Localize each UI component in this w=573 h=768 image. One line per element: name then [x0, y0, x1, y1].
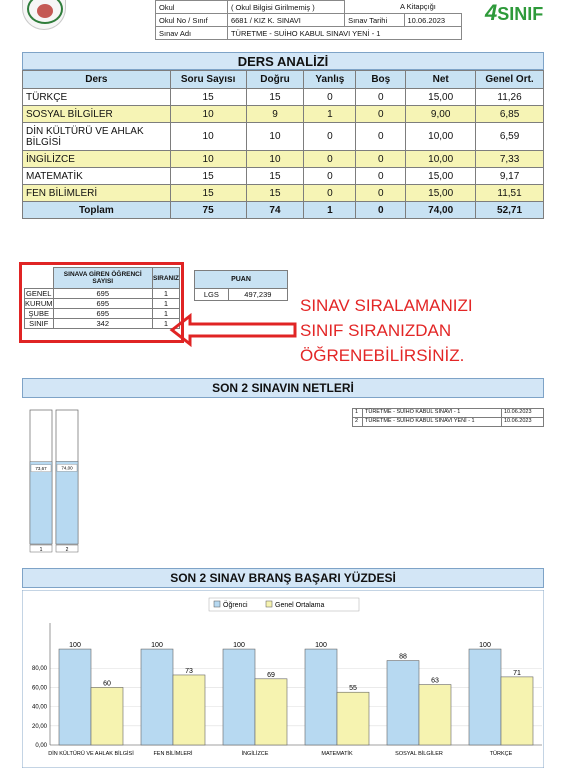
- table-cell: 15: [170, 168, 246, 185]
- table-cell: Toplam: [23, 202, 171, 219]
- branch-bar: [469, 649, 501, 745]
- table-row: [23, 168, 544, 185]
- table-cell: TÜRETME - SUİHO KABUL SINAVI - 1: [363, 409, 502, 418]
- data-label: 100: [315, 642, 327, 650]
- x-tick-label: MATEMATİK: [321, 751, 353, 757]
- brand-text: SINIF: [497, 4, 544, 24]
- note-line-1: SINAV SIRALAMANIZI: [300, 296, 473, 315]
- data-label: 88: [399, 653, 407, 661]
- ders-col-header: Net: [406, 71, 476, 89]
- table-cell: 74,00: [406, 202, 476, 219]
- table-cell: 15,00: [406, 89, 476, 106]
- note-line-2: SINIF SIRANIZDAN: [300, 321, 452, 340]
- table-row: [23, 106, 544, 123]
- table-cell: 0: [304, 168, 356, 185]
- table-cell: 1: [353, 409, 363, 418]
- kitapcik: A Kitapçığı: [400, 2, 436, 11]
- table-row: [25, 289, 180, 299]
- y-tick-label: 0,00: [35, 743, 47, 749]
- y-tick-label: 80,00: [31, 666, 47, 673]
- y-tick-label: 40,00: [31, 704, 47, 711]
- table-cell: 10.06.2023: [502, 418, 544, 427]
- table-cell: 10,00: [406, 123, 476, 151]
- table-cell: 10: [170, 106, 246, 123]
- table-cell: 2: [353, 418, 363, 427]
- table-cell: 15: [246, 89, 304, 106]
- tick-label: 2: [65, 547, 69, 553]
- table-cell: 1: [304, 202, 356, 219]
- branch-bar: [223, 649, 255, 745]
- ders-col-header: Doğru: [246, 71, 304, 89]
- x-tick-label: TÜRKÇE: [489, 751, 513, 757]
- x-tick-label: DİN KÜLTÜRÜ VE AHLAK BİLGİSİ: [48, 751, 134, 757]
- ranking-col-rank: SIRANIZ: [153, 268, 180, 289]
- data-label: 60: [103, 680, 111, 688]
- branch-bar: [255, 679, 287, 745]
- branch-bar: [173, 675, 205, 745]
- value-label: 74,00: [61, 465, 73, 471]
- table-cell: KURUM: [25, 299, 53, 308]
- table-cell: 15: [170, 89, 246, 106]
- net-bar: [30, 462, 52, 544]
- table-cell: 695: [53, 289, 153, 299]
- table-cell: 1: [153, 289, 180, 299]
- branch-bar: [501, 677, 533, 745]
- total-row: [23, 202, 544, 219]
- ders-col-header: Boş: [356, 71, 406, 89]
- table-cell: 74: [246, 202, 304, 219]
- table-cell: 52,71: [476, 202, 544, 219]
- net-bar: [56, 461, 78, 544]
- table-cell: ŞUBE: [25, 309, 54, 319]
- tarih-value: 10.06.2023: [404, 14, 462, 27]
- table-row: [25, 319, 180, 329]
- branch-chart: [22, 590, 544, 768]
- table-cell: 342: [53, 319, 153, 329]
- table-cell: TÜRETME - SUİHO KABUL SINAVI YENİ - 1: [363, 418, 502, 427]
- data-label: 100: [69, 642, 81, 650]
- okul-label: Okul: [156, 1, 228, 14]
- table-cell: MATEMATİK: [23, 168, 171, 185]
- table-cell: 0: [304, 185, 356, 202]
- table-cell: 15: [170, 185, 246, 202]
- table-cell: 15,00: [406, 168, 476, 185]
- table-cell: 15: [246, 185, 304, 202]
- table-row: [25, 299, 180, 309]
- table-cell: FEN BİLİMLERİ: [23, 185, 171, 202]
- table-cell: 1: [153, 299, 180, 309]
- ders-analizi-title: DERS ANALİZİ: [22, 52, 544, 70]
- table-cell: 0: [356, 89, 406, 106]
- legend-swatch: [266, 601, 272, 607]
- data-label: 71: [513, 669, 521, 677]
- table-row: [353, 418, 544, 427]
- adi-label: Sınav Adı: [156, 27, 228, 40]
- table-cell: 0: [356, 202, 406, 219]
- data-label: 73: [185, 667, 193, 675]
- table-cell: 0: [304, 123, 356, 151]
- branch-bar: [91, 687, 123, 745]
- table-row: [23, 151, 544, 168]
- table-cell: TÜRKÇE: [23, 89, 171, 106]
- x-tick-label: İNGİLİZCE: [241, 751, 269, 757]
- x-tick-label: FEN BİLİMLERİ: [153, 751, 193, 757]
- table-cell: 0: [356, 123, 406, 151]
- branch-bar: [419, 685, 451, 745]
- branch-bar: [59, 649, 91, 745]
- y-tick-label: 60,00: [31, 685, 47, 692]
- okulno-label: Okul No / Sınıf: [156, 14, 228, 27]
- ranking-table: [24, 267, 180, 329]
- branch-bar: [141, 649, 173, 745]
- x-tick-label: SOSYAL BİLGİLER: [395, 751, 443, 757]
- okul-value: ( Okul Bilgisi Girilmemiş ): [227, 1, 344, 14]
- net-chart: [29, 408, 81, 553]
- data-label: 100: [479, 642, 491, 650]
- table-cell: SOSYAL BİLGİLER: [23, 106, 171, 123]
- y-tick-label: 20,00: [31, 723, 47, 730]
- branch-bar: [305, 649, 337, 745]
- table-cell: 9,00: [406, 106, 476, 123]
- table-cell: 695: [53, 299, 153, 309]
- ranking-col-students: SINAVA GİREN ÖĞRENCİ SAYISI: [53, 268, 153, 289]
- table-cell: İNGİLİZCE: [23, 151, 171, 168]
- table-row: [23, 185, 544, 202]
- table-cell: 6,85: [476, 106, 544, 123]
- table-cell: 9,17: [476, 168, 544, 185]
- ders-col-header: Yanlış: [304, 71, 356, 89]
- table-cell: 10: [246, 123, 304, 151]
- data-label: 100: [151, 642, 163, 650]
- table-cell: 0: [356, 185, 406, 202]
- table-cell: 0: [356, 151, 406, 168]
- last-exams-table: [352, 408, 544, 427]
- table-row: [353, 409, 544, 418]
- table-row: [23, 89, 544, 106]
- table-cell: 1: [153, 309, 180, 319]
- table-cell: 15: [246, 168, 304, 185]
- table-cell: 10: [170, 151, 246, 168]
- table-cell: 0: [356, 168, 406, 185]
- table-cell: 1: [304, 106, 356, 123]
- branch-bar: [337, 692, 369, 745]
- table-row: [23, 123, 544, 151]
- table-cell: GENEL: [26, 289, 52, 298]
- okulno-value: 6681 / KIZ K. SINAVI: [227, 14, 344, 27]
- son2-title: SON 2 SINAVIN NETLERİ: [22, 378, 544, 398]
- branch-bar: [387, 661, 419, 745]
- puan-table: [194, 270, 288, 301]
- data-label: 100: [233, 642, 245, 650]
- branch-title: SON 2 SINAV BRANŞ BAŞARI YÜZDESİ: [22, 568, 544, 588]
- table-cell: 10.06.2023: [502, 409, 544, 418]
- table-cell: 9: [246, 106, 304, 123]
- data-label: 63: [431, 677, 439, 685]
- annotation-note: [300, 293, 473, 368]
- table-cell: 75: [170, 202, 246, 219]
- puan-value: 497,239: [228, 289, 287, 301]
- legend-swatch: [214, 601, 220, 607]
- value-label: 73,67: [35, 466, 47, 472]
- tarih-label: Sınav Tarihi: [345, 14, 404, 27]
- puan-title: PUAN: [195, 271, 288, 289]
- ders-col-header: Ders: [23, 71, 171, 89]
- table-row: [25, 309, 180, 319]
- data-label: 55: [349, 685, 357, 693]
- chart-legend: [209, 598, 359, 611]
- arrow-icon: [160, 312, 300, 352]
- table-cell: 7,33: [476, 151, 544, 168]
- table-cell: 695: [53, 309, 153, 319]
- table-cell: 0: [304, 151, 356, 168]
- adi-value: TÜRETME - SUİHO KABUL SINAVI YENİ - 1: [227, 27, 461, 40]
- brand-logo: [485, 0, 549, 25]
- tick-label: 1: [39, 547, 43, 553]
- legend-label: Öğrenci: [223, 602, 248, 609]
- table-cell: 6,59: [476, 123, 544, 151]
- legend-label: Genel Ortalama: [275, 602, 325, 609]
- table-cell: 10,00: [406, 151, 476, 168]
- data-label: 69: [267, 671, 275, 679]
- ders-col-header: Soru Sayısı: [170, 71, 246, 89]
- table-cell: 10: [246, 151, 304, 168]
- table-cell: 11,26: [476, 89, 544, 106]
- table-cell: 0: [304, 89, 356, 106]
- brand-number: 4: [485, 0, 498, 25]
- table-cell: 11,51: [476, 185, 544, 202]
- puan-label: LGS: [195, 289, 229, 301]
- ders-col-header: Genel Ort.: [476, 71, 544, 89]
- note-line-3: ÖĞRENEBİLİRSİNİZ.: [300, 346, 465, 365]
- table-cell: 10: [170, 123, 246, 151]
- table-cell: DİN KÜLTÜRÜ VE AHLAK BİLGİSİ: [23, 123, 171, 151]
- table-cell: SINIF: [25, 319, 54, 329]
- table-cell: 15,00: [406, 185, 476, 202]
- table-cell: 0: [356, 106, 406, 123]
- school-logo: [22, 0, 66, 30]
- ders-analizi-table: [22, 70, 544, 219]
- table-cell: 1: [153, 319, 180, 329]
